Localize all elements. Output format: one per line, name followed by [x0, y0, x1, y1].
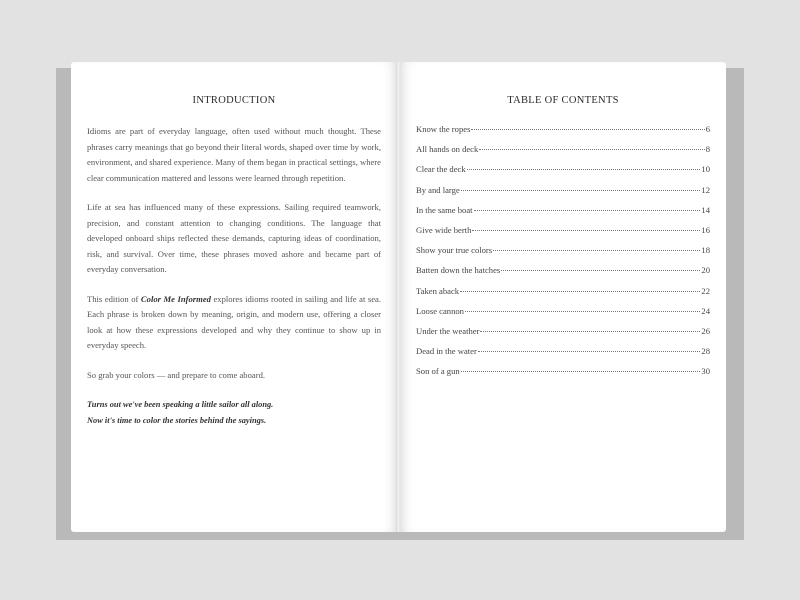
introduction-content: [87, 95, 381, 428]
toc-dot-leader: [460, 291, 700, 292]
toc-entry[interactable]: [416, 245, 710, 265]
toc-dot-leader: [461, 371, 701, 372]
toc-entry-page-number: 12: [701, 184, 710, 195]
toc-entry-title: By and large: [416, 184, 460, 195]
intro-paragraph-3-start: This edition of: [87, 293, 141, 304]
toc-entry-title: Clear the deck: [416, 164, 466, 175]
toc-entry-title: Show your true colors: [416, 245, 493, 256]
toc-entry[interactable]: [416, 306, 710, 326]
toc-content: [416, 95, 710, 386]
toc-entry-title: Know the ropes: [416, 124, 471, 134]
toc-entry-title: Son of a gun: [416, 366, 460, 377]
toc-dot-leader: [474, 210, 701, 211]
toc-entry-page-number: 26: [701, 325, 710, 336]
intro-paragraph-1: Idioms are part of everyday language, often used without much thought. These phrases carry meanings that go beyond their literal words, shaped over time by work, environment, and shared experience. Many of them began in practical settings, where clear communication mattered and lessons were learned through repetition.: [87, 126, 381, 183]
toc-entry-page-number: 10: [701, 164, 710, 175]
toc-dot-leader: [493, 250, 700, 251]
toc-heading: TABLE OF CONTENTS: [507, 95, 619, 106]
toc-entry-page-number: 22: [701, 285, 710, 296]
toc-entry[interactable]: [416, 265, 710, 285]
toc-dot-leader: [472, 230, 700, 231]
toc-entry[interactable]: [416, 326, 710, 346]
toc-entry-title: In the same boat: [416, 204, 473, 215]
toc-dot-leader: [478, 351, 701, 352]
toc-entry[interactable]: [416, 366, 710, 386]
toc-entry-title: All hands on deck: [416, 144, 479, 155]
toc-entry[interactable]: [416, 346, 710, 366]
intro-paragraph-3-end: explores idioms rooted in sailing and life at sea. Each phrase is broken down by meaning, origin, and modern use, offering a closer look at how these expressions developed and why they continue to show up in everyday speech.: [87, 293, 381, 350]
toc-entry-title: Dead in the water: [416, 346, 477, 357]
toc-list: [416, 124, 710, 386]
toc-dot-leader: [479, 149, 704, 150]
book-title-emphasis: Color Me Informed: [140, 293, 211, 304]
toc-dot-leader: [465, 311, 700, 312]
toc-dot-leader: [501, 270, 700, 271]
right-page: [400, 62, 726, 532]
toc-entry-page-number: 28: [701, 346, 710, 357]
toc-entry[interactable]: [416, 124, 710, 144]
toc-entry-page-number: 20: [701, 265, 710, 276]
toc-entry-title: Under the weather: [416, 325, 480, 336]
toc-entry[interactable]: [416, 164, 710, 184]
toc-entry[interactable]: [416, 205, 710, 225]
toc-entry-page-number: 8: [705, 144, 710, 155]
toc-entry[interactable]: [416, 185, 710, 205]
left-page: [71, 62, 397, 532]
toc-entry[interactable]: [416, 144, 710, 164]
toc-entry-page-number: 24: [701, 305, 710, 316]
toc-entry-title: Taken aback: [416, 285, 460, 296]
toc-entry[interactable]: [416, 286, 710, 306]
toc-entry-page-number: 30: [701, 366, 710, 377]
introduction-heading: INTRODUCTION: [192, 95, 276, 106]
intro-paragraph-3: [87, 292, 381, 354]
toc-entry-page-number: 14: [701, 204, 710, 215]
intro-paragraph-2: Life at sea has influenced many of these expressions. Sailing required teamwork, precision, and constant attention to changing conditions. The language that developed onboard ships reflected these demands, capturing ideas of coordination, risk, and survival. Over time, these phrases moved ashore and became part of everyday conversation.: [87, 202, 381, 274]
toc-entry-title: Loose cannon: [416, 305, 464, 316]
toc-dot-leader: [480, 331, 700, 332]
intro-paragraph-4: So grab your colors — and prepare to come aboard.: [87, 369, 266, 380]
toc-entry-title: Give wide berth: [416, 224, 472, 235]
toc-dot-leader: [467, 169, 701, 170]
closing-line-2: Now it's time to color the stories behind the sayings.: [87, 415, 267, 425]
toc-entry-page-number: 16: [701, 224, 710, 235]
toc-entry-title: Batten down the hatches: [416, 265, 501, 276]
toc-entry-page-number: 18: [701, 245, 710, 256]
toc-entry[interactable]: [416, 225, 710, 245]
closing-line-1: Turns out we've been speaking a little sailor all along.: [87, 400, 274, 409]
toc-dot-leader: [471, 129, 704, 130]
toc-dot-leader: [461, 190, 701, 191]
toc-entry-page-number: 6: [705, 124, 710, 134]
